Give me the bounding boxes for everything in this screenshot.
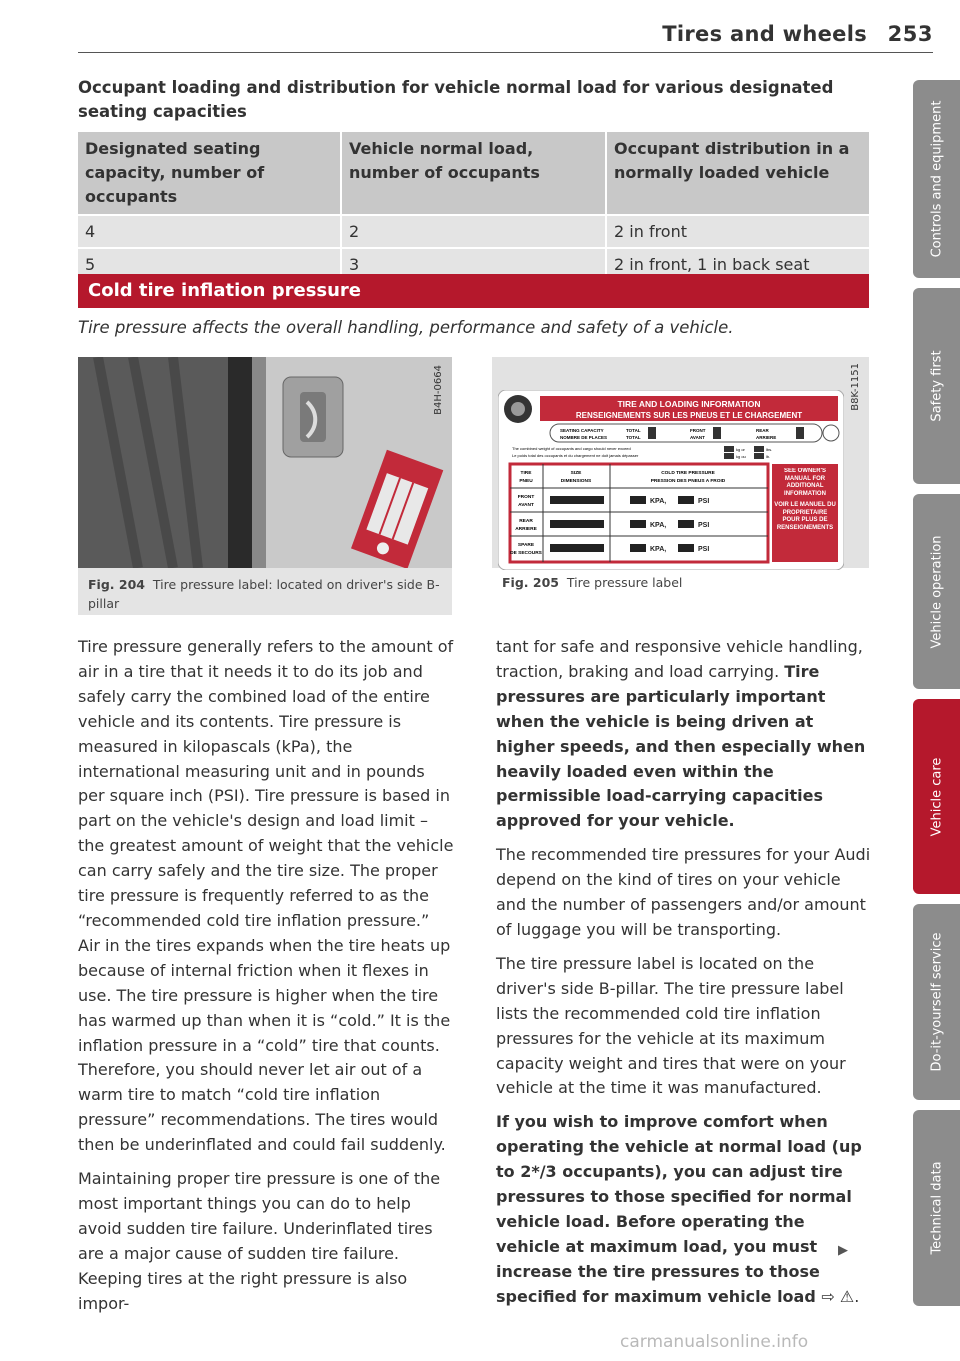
figure-204 [78,357,452,615]
label-col-size: SIZE [570,471,582,476]
table-header: Designated seating capacity, number of occupants [78,132,341,215]
label-row-front: FRONT [517,495,535,500]
label-kg-or: kg or [736,447,745,452]
label-weight-fr: Le poids total des occupants et du chargement ne doit jamais dépasser [512,453,639,458]
label-weight-en: The combined weight of occupants and cargo should never exceed [512,446,631,451]
table-title: Occupant loading and distribution for vehicle normal load for various designated seating capacities [78,78,834,121]
label-kpa: KPA, [650,522,667,529]
section-title: Tires and wheels [662,22,867,46]
paragraph-emphasis: Tire pressures are particularly important when the vehicle is being driven at higher speeds, and then especially when heavily loaded even within the permissible load-carrying capacities approved for your vehicle. [496,661,866,831]
table-cell: 2 in front [606,215,869,248]
tire-pressure-label [498,390,844,570]
paragraph: The tire pressure label is located on the driver's side B-pillar. The tire pressure label lists the recommended cold tire inflation pressures for the vehicle at its maximum capacity weight and tires that were on your vehicle at the time it was manufactured. [496,953,846,1098]
label-rear: REAR [756,428,769,433]
label-row-rear: REAR [519,519,533,524]
label-col-cold-fr: PRESSION DES PNEUS A FROID [650,479,726,484]
label-total-fr: TOTAL [626,435,641,440]
figure-caption [502,573,857,592]
watermark: carmanualsonline.info [620,1332,809,1352]
paragraph [496,1110,874,1309]
occupant-table [78,132,869,280]
warning-reference-link[interactable]: ⇨ ⚠. [821,1286,860,1306]
page-number: 253 [887,22,933,46]
table-cell: 3 [341,248,606,280]
label-row-spare: SPARE [517,543,535,548]
b-pillar-photo [78,357,452,568]
table-cell: 5 [78,248,341,280]
label-psi: PSI [698,522,710,529]
tab-controls-and-equipment[interactable] [913,80,960,278]
tab-label: Do-it-yourself service [929,932,944,1072]
label-title-2: RENSEIGNEMENTS SUR LES PNEUS ET LE CHARGEMENT [575,411,803,420]
figure-code: B4H-0664 [433,365,444,415]
tab-vehicle-care[interactable] [913,699,960,894]
intro-text: Tire pressure affects the overall handling, performance and safety of a vehicle. [78,318,734,337]
tab-safety-first[interactable] [913,288,960,484]
label-total: TOTAL [626,428,641,433]
table-cell: 2 in front, 1 in back seat [606,248,869,280]
label-rear-fr: ARRIERE [756,435,777,440]
tab-label: Controls and equipment [929,100,944,258]
label-col-cold: COLD TIRE PRESSURE [661,471,715,476]
label-seating-fr: NOMBRE DE PLACES [560,435,608,440]
label-row-rear-fr: ARRIERE [515,527,537,532]
label-col-tire-fr: PNEU [519,479,533,484]
label-lbs: lbs. [766,447,773,452]
paragraph-text: tant for safe and responsive vehicle handling, traction, braking and load carrying. [496,637,863,681]
label-kg-ou: kg ou [736,454,746,459]
right-column [496,635,874,1319]
figure-number: Fig. 205 [502,575,559,590]
paragraph-text: If you wish to improve comfort when operating the vehicle at normal load (up to 2*/3 occupants), you can adjust tire pressures to those specified for normal vehicle load. Before operating the vehicle at maximum load, you must increase the tire pressures to those specified for maximum vehicle load [496,1112,862,1306]
table-header: Occupant distribution in a normally loaded vehicle [606,132,869,215]
figure-205 [492,357,869,595]
label-kpa: KPA, [650,498,667,505]
label-col-size-fr: DIMENSIONS [560,479,592,484]
tab-vehicle-operation[interactable] [913,494,960,689]
tab-technical-data[interactable] [913,1110,960,1306]
label-kpa: KPA, [650,546,667,553]
label-col-tire: TIRE [520,471,532,476]
tab-label: Technical data [929,1161,944,1255]
paragraph: The recommended tire pressures for your Audi depend on the kind of tires on your vehicle and the number of passengers and/or amount of luggage you will be transporting. [496,845,871,939]
label-front-fr: AVANT [690,435,705,440]
section-heading-bar [78,274,869,308]
label-row-front-fr: AVANT [518,503,534,508]
section-heading: Cold tire inflation pressure [88,280,362,301]
label-psi: PSI [698,498,710,505]
figure-number: Fig. 204 [88,577,145,592]
page-header [78,22,933,53]
label-front: FRONT [690,428,706,433]
label-see-owners: SEE OWNER'S MANUAL FOR ADDITIONAL INFORMATION [783,468,827,497]
figure-caption-text: Tire pressure label: located on driver's side B-pillar [88,577,440,611]
tab-do-it-yourself-service[interactable] [913,904,960,1100]
tab-label: Vehicle care [929,757,944,836]
left-column [78,635,456,1325]
table-header: Vehicle normal load, number of occupants [341,132,606,215]
tab-label: Vehicle operation [929,534,944,649]
paragraph: Maintaining proper tire pressure is one of the most important things you can do to help avoid sudden tire failure. Underinflated tires are a major cause of sudden tire failure. Keeping tires at the right pressure is also impor- [78,1169,441,1313]
table-cell: 2 [341,215,606,248]
label-psi: PSI [698,546,710,553]
label-voir-manuel: VOIR LE MANUEL DU PROPRIETAIRE POUR PLUS DE RENSEIGNEMENTS [774,502,836,531]
label-title-1: TIRE AND LOADING INFORMATION [617,399,761,409]
table-row [78,215,869,248]
table-cell: 4 [78,215,341,248]
paragraph: Tire pressure generally refers to the amount of air in a tire that it needs it to do its job and safely carry the combined load of the entire vehicle and its contents. Tire pressure is measured in kilopascals (kPa), the international measuring unit and in pounds per square inch (PSI). Tire pressure is based in part on the vehicle's design and load limit – the greatest amount of weight that the vehicle can carry safely and the tire size. The proper tire pressure is frequently referred to as the “recommended cold tire inflation pressure.” Air in the tires expands when the tire heats up because of internal friction when it flexes in use. The tire pressure is higher when the tire has warmed up than when it is “cold.” It is the inflation pressure in a “cold” tire that counts. Therefore, you should never let air out of a warm tire to match “cold tire inflation pressure” recommendations. The tires would then be underinflated and could fail suddenly. [78,637,454,1155]
figure-code: B8K-1151 [850,363,861,411]
continue-arrow-icon: ▶ [838,1243,848,1258]
figure-caption-text: Tire pressure label [566,575,683,590]
paragraph [496,635,874,834]
figure-caption [88,575,443,613]
label-row-spare-fr: DE SECOURS [510,551,542,556]
label-lb: lb. [766,454,771,459]
table-header-row [78,132,869,215]
tab-label: Safety first [929,350,944,422]
label-seating: SEATING CAPACITY [560,428,604,433]
